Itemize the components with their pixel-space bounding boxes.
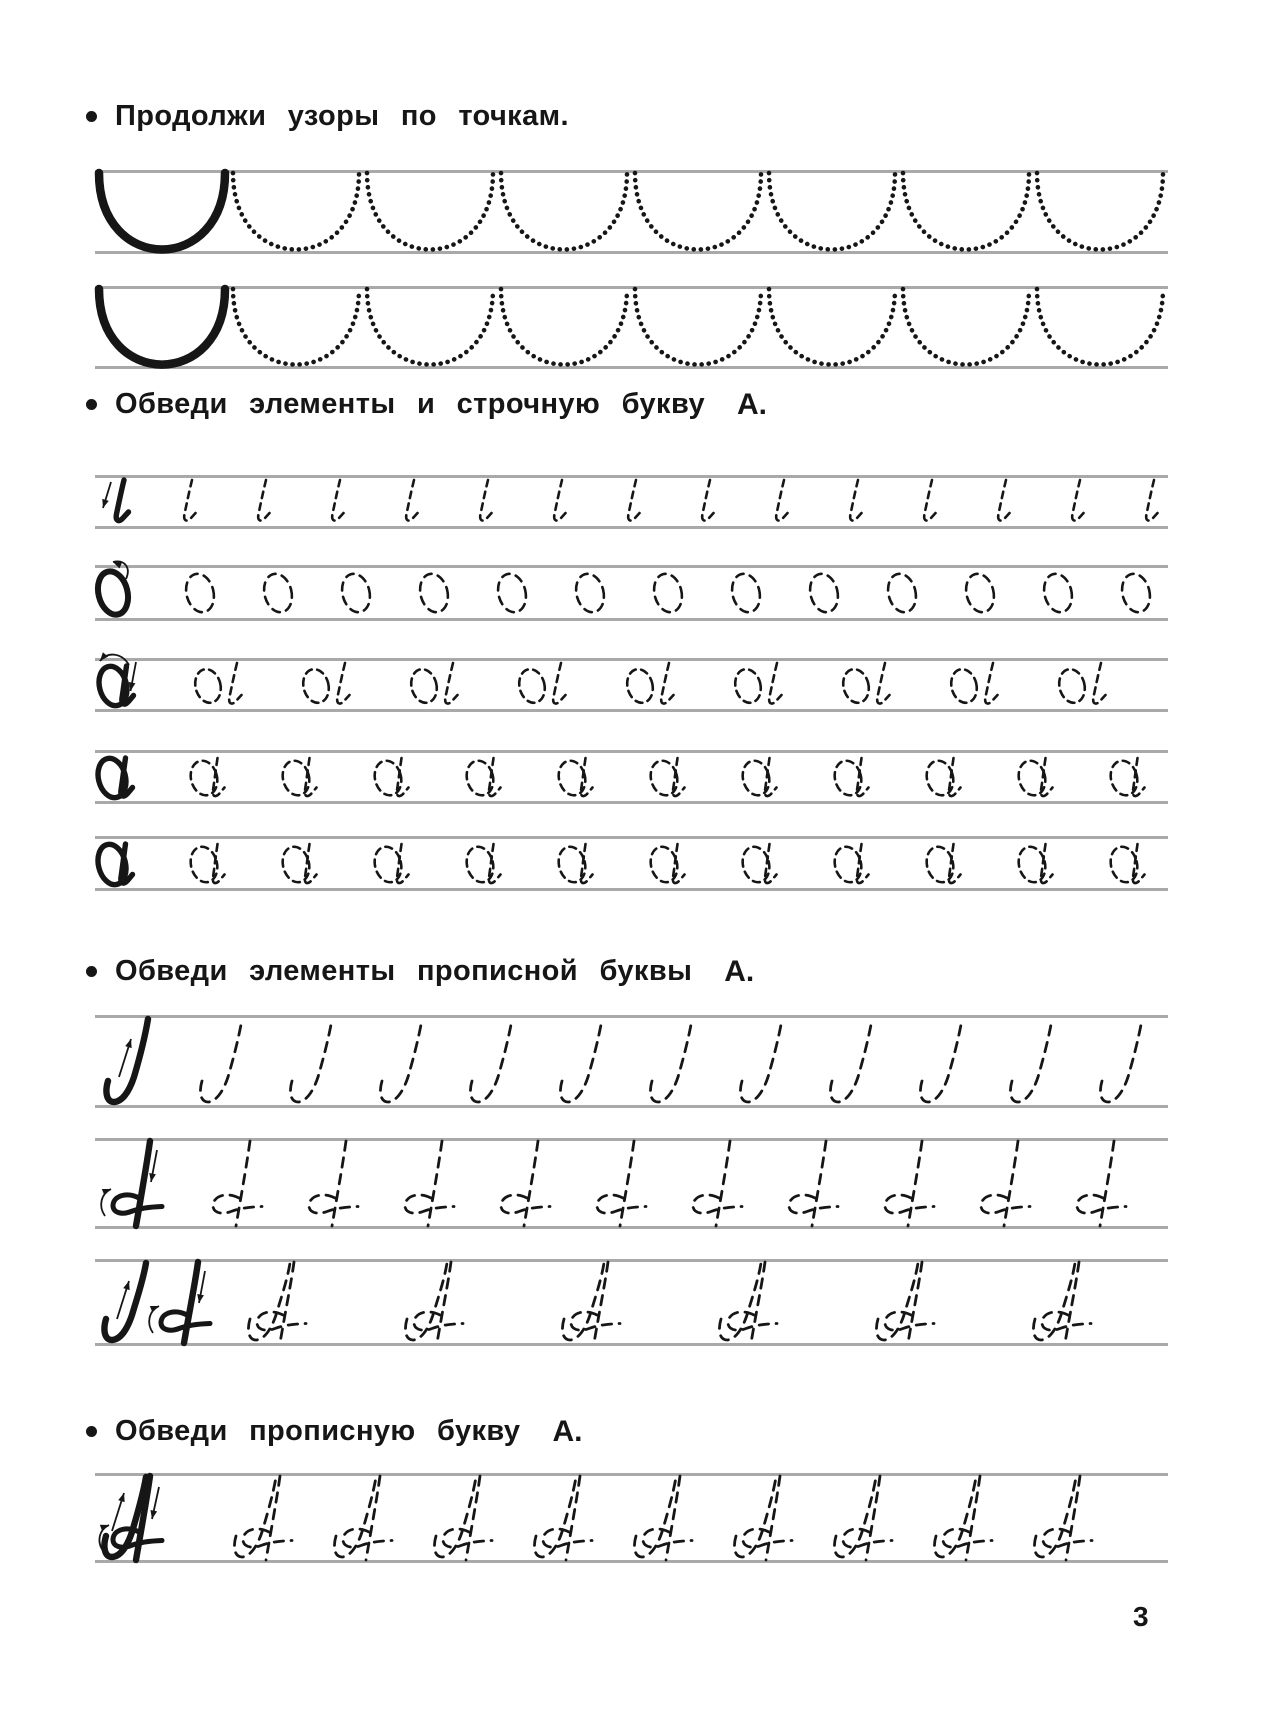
trace-hook-dashed	[406, 480, 418, 521]
trace-a-dashed	[1107, 844, 1144, 885]
trace-hook-dashed	[924, 480, 936, 521]
model-scallop-solid	[99, 173, 225, 250]
trace-capA-dashed	[534, 1476, 592, 1560]
trace-oi-dashed	[408, 663, 458, 706]
trace-capA-dashed	[405, 1262, 463, 1343]
trace-a-dashed	[463, 844, 500, 885]
trace-oi-dashed	[840, 663, 890, 706]
trace-a-dashed	[1015, 844, 1052, 885]
trace-oval-dashed	[572, 571, 608, 615]
trace-hook-dashed	[184, 480, 196, 521]
trace-cap1-dashed	[740, 1019, 782, 1102]
trace-cap2-dashed	[213, 1141, 262, 1226]
row-lowercase-a-2	[95, 836, 1168, 891]
trace-scallop-dotted	[501, 173, 627, 250]
trace-a-dashed	[739, 844, 776, 885]
trace-scallop-dotted	[233, 289, 359, 365]
trace-a-dashed	[1015, 758, 1052, 798]
trace-oi-dashed	[300, 663, 350, 706]
trace-cap2-dashed	[405, 1141, 454, 1226]
row-capital-element-1	[95, 1015, 1168, 1108]
trace-a-dashed	[187, 844, 224, 885]
trace-cap1-dashed	[920, 1019, 962, 1102]
row-capital-element-2	[95, 1138, 1168, 1229]
trace-scallop-dotted	[1037, 289, 1163, 365]
trace-oval-dashed	[962, 571, 998, 615]
trace-a-dashed	[279, 758, 316, 798]
trace-a-dashed	[279, 844, 316, 885]
trace-capA-dashed	[734, 1476, 792, 1560]
trace-oval-dashed	[806, 571, 842, 615]
instruction-text: Обведи элементы и строчную букву	[115, 388, 705, 420]
trace-capA-dashed	[834, 1476, 892, 1560]
model-a-model	[94, 841, 133, 887]
trace-cap1-dashed	[1100, 1019, 1142, 1102]
trace-capA-dashed	[248, 1262, 306, 1343]
trace-oi-dashed	[1056, 663, 1106, 706]
trace-oval-dashed	[884, 571, 920, 615]
row-capital-elements-both	[95, 1259, 1168, 1346]
trace-oval-dashed	[1118, 571, 1154, 615]
trace-cap1-dashed	[470, 1019, 512, 1102]
trace-a-dashed	[923, 844, 960, 885]
instruction-letter: А.	[736, 388, 767, 421]
trace-cap1-dashed	[1010, 1019, 1052, 1102]
trace-oi-dashed	[192, 663, 242, 706]
row-lowercase-oval-element	[95, 565, 1168, 621]
trace-scallop-dotted	[501, 289, 627, 365]
instruction-text: Продолжи узоры по точкам.	[115, 100, 569, 132]
trace-oval-dashed	[416, 571, 452, 615]
pattern-row-1	[95, 170, 1168, 254]
trace-cap2-dashed	[885, 1141, 934, 1226]
trace-a-dashed	[371, 844, 408, 885]
instruction-text: Обведи элементы прописной буквы	[115, 955, 693, 987]
page-number: 3	[1133, 1601, 1149, 1632]
trace-capA-dashed	[634, 1476, 692, 1560]
model-cap-pair-model	[104, 1262, 210, 1343]
model-cap1-model	[106, 1019, 148, 1102]
trace-cap1-dashed	[380, 1019, 422, 1102]
model-hook-model	[100, 480, 129, 521]
trace-a-dashed	[739, 758, 776, 798]
trace-oval-dashed	[650, 571, 686, 615]
instruction-letter: А.	[552, 1415, 583, 1448]
trace-cap1-dashed	[290, 1019, 332, 1102]
trace-oval-dashed	[494, 571, 530, 615]
trace-capA-dashed	[434, 1476, 492, 1560]
trace-capA-dashed	[1033, 1262, 1091, 1343]
trace-oi-dashed	[948, 663, 998, 706]
trace-capA-dashed	[934, 1476, 992, 1560]
trace-oi-dashed	[732, 663, 782, 706]
instruction-text: Обведи прописную букву	[115, 1415, 521, 1447]
trace-a-dashed	[647, 844, 684, 885]
trace-scallop-dotted	[367, 173, 493, 250]
trace-cap2-dashed	[789, 1141, 838, 1226]
trace-cap1-dashed	[560, 1019, 602, 1102]
model-cap2-model	[101, 1141, 162, 1226]
trace-cap2-dashed	[309, 1141, 358, 1226]
trace-a-dashed	[555, 844, 592, 885]
trace-scallop-dotted	[903, 289, 1029, 365]
trace-hook-dashed	[628, 480, 640, 521]
trace-oval-dashed	[338, 571, 374, 615]
trace-capA-dashed	[876, 1262, 934, 1343]
trace-hook-dashed	[776, 480, 788, 521]
row-lowercase-hook-element	[95, 475, 1168, 529]
trace-a-dashed	[371, 758, 408, 798]
trace-hook-dashed	[258, 480, 270, 521]
model-a-model	[94, 755, 132, 800]
instruction-letter: А.	[724, 955, 755, 988]
trace-a-dashed	[831, 844, 868, 885]
model-scallop-solid	[99, 289, 225, 365]
trace-scallop-dotted	[367, 289, 493, 365]
trace-oi-dashed	[624, 663, 674, 706]
trace-hook-dashed	[1146, 480, 1158, 521]
row-capital-a	[95, 1473, 1168, 1563]
trace-hook-dashed	[998, 480, 1010, 521]
trace-oval-dashed	[1040, 571, 1076, 615]
trace-oi-dashed	[516, 663, 566, 706]
trace-scallop-dotted	[233, 173, 359, 250]
trace-a-dashed	[463, 758, 500, 798]
trace-capA-dashed	[719, 1262, 777, 1343]
row-lowercase-a-1	[95, 750, 1168, 804]
trace-a-dashed	[1107, 758, 1144, 798]
trace-hook-dashed	[332, 480, 344, 521]
trace-a-dashed	[187, 758, 224, 798]
trace-capA-dashed	[234, 1476, 292, 1560]
trace-cap1-dashed	[830, 1019, 872, 1102]
trace-cap2-dashed	[981, 1141, 1030, 1226]
trace-a-dashed	[831, 758, 868, 798]
trace-hook-dashed	[702, 480, 714, 521]
model-capA-model	[99, 1476, 162, 1560]
trace-cap1-dashed	[200, 1019, 242, 1102]
row-lowercase-a-elements	[95, 658, 1168, 712]
trace-scallop-dotted	[769, 173, 895, 250]
pattern-row-2	[95, 286, 1168, 369]
trace-hook-dashed	[850, 480, 862, 521]
trace-cap2-dashed	[1077, 1141, 1126, 1226]
trace-scallop-dotted	[635, 173, 761, 250]
trace-scallop-dotted	[635, 289, 761, 365]
trace-a-dashed	[555, 758, 592, 798]
trace-a-dashed	[647, 758, 684, 798]
trace-a-dashed	[923, 758, 960, 798]
trace-cap2-dashed	[501, 1141, 550, 1226]
trace-hook-dashed	[554, 480, 566, 521]
trace-oval-dashed	[182, 571, 218, 615]
trace-scallop-dotted	[769, 289, 895, 365]
trace-scallop-dotted	[903, 173, 1029, 250]
trace-scallop-dotted	[1037, 173, 1163, 250]
trace-capA-dashed	[1034, 1476, 1092, 1560]
trace-hook-dashed	[1072, 480, 1084, 521]
trace-oval-dashed	[728, 571, 764, 615]
trace-capA-dashed	[562, 1262, 620, 1343]
trace-cap2-dashed	[693, 1141, 742, 1226]
trace-capA-dashed	[334, 1476, 392, 1560]
trace-oval-dashed	[260, 571, 296, 615]
trace-hook-dashed	[480, 480, 492, 521]
trace-cap1-dashed	[650, 1019, 692, 1102]
trace-cap2-dashed	[597, 1141, 646, 1226]
